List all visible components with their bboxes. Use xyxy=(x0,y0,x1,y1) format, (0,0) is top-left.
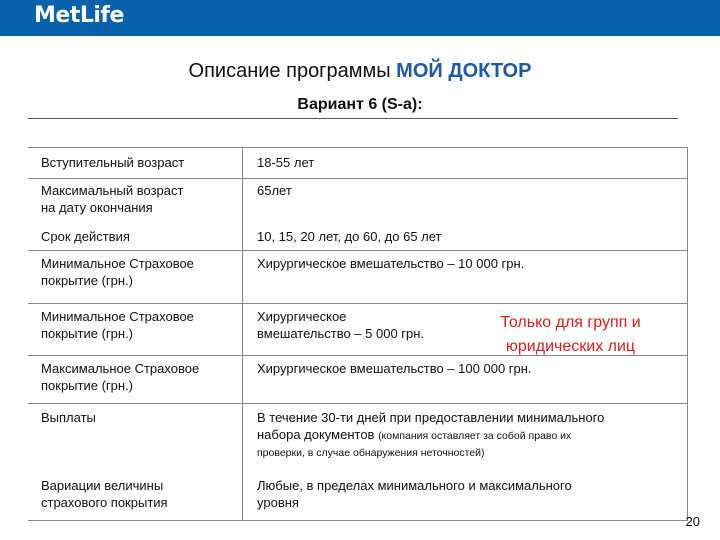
max-age-value: 65лет xyxy=(257,183,292,198)
max-age-label xyxy=(41,182,239,216)
variations-value-line1: Любые, в пределах минимального и максимального xyxy=(257,478,572,493)
min-cover-1-label-line2: покрытие (грн.) xyxy=(41,273,134,288)
variations-label-line1: Вариации величины xyxy=(41,478,164,493)
term-value: 10, 15, 20 лет, до 60, до 65 лет xyxy=(257,229,442,244)
page-title xyxy=(0,60,720,83)
max-cover-value: Хирургическое вмешательство – 100 000 грн. xyxy=(257,361,532,376)
title-prefix: Описание программы xyxy=(188,60,397,82)
variations-label xyxy=(41,477,239,511)
payments-label: Выплаты xyxy=(41,410,96,425)
variations-value xyxy=(257,477,682,511)
column-divider xyxy=(242,148,243,520)
term-label: Срок действия xyxy=(41,229,130,244)
payments-value xyxy=(257,409,682,462)
max-cover-label-line1: Максимальное Страховое xyxy=(41,361,200,376)
entry-age-value: 18-55 лет xyxy=(257,155,315,170)
row-divider xyxy=(28,250,688,251)
metlife-logo: MetLife xyxy=(34,3,124,28)
variant-subtitle: Вариант 6 (S-a): xyxy=(297,96,423,113)
row-divider xyxy=(28,403,688,404)
title-program-name: МОЙ ДОКТОР xyxy=(396,60,532,82)
entry-age-label: Вступительный возраст xyxy=(41,155,185,170)
group-only-note xyxy=(478,311,663,359)
page-number: 20 xyxy=(685,514,700,529)
payments-value-line3-note: проверки, в случае обнаружения неточностей) xyxy=(257,447,485,459)
payments-value-line1: В течение 30-ти дней при предоставлении минимального xyxy=(257,410,605,425)
max-age-label-line2: на дату окончания xyxy=(41,200,153,215)
payments-value-line2-note: (компания оставляет за собой право их xyxy=(378,430,572,442)
min-cover-1-value: Хирургическое вмешательство – 10 000 грн. xyxy=(257,256,525,271)
payments-value-line2 xyxy=(257,426,682,445)
note-line1: Только для групп и xyxy=(500,314,641,331)
variations-label-line2: страхового покрытия xyxy=(41,495,168,510)
min-cover-2-value-line1: Хирургическое xyxy=(257,309,347,324)
min-cover-1-label xyxy=(41,255,239,289)
min-cover-2-label-line1: Минимальное Страховое xyxy=(41,309,194,324)
variations-value-line2: уровня xyxy=(257,495,299,510)
top-header-bar xyxy=(0,0,720,36)
min-cover-2-label-line2: покрытие (грн.) xyxy=(41,326,134,341)
row-divider xyxy=(28,303,688,304)
max-age-label-line1: Максимальный возраст xyxy=(41,183,184,198)
row-divider xyxy=(28,178,688,179)
title-divider xyxy=(28,118,678,119)
min-cover-2-value-line2: вмешательство – 5 000 грн. xyxy=(257,326,425,341)
max-cover-label xyxy=(41,360,239,394)
note-line2: юридических лиц xyxy=(505,338,636,355)
min-cover-2-label xyxy=(41,308,239,342)
payments-value-line2-main: набора документов xyxy=(257,427,379,442)
table-right-border xyxy=(687,148,688,520)
max-cover-label-line2: покрытие (грн.) xyxy=(41,378,134,393)
min-cover-2-value xyxy=(257,308,487,342)
min-cover-1-label-line1: Минимальное Страховое xyxy=(41,256,194,271)
